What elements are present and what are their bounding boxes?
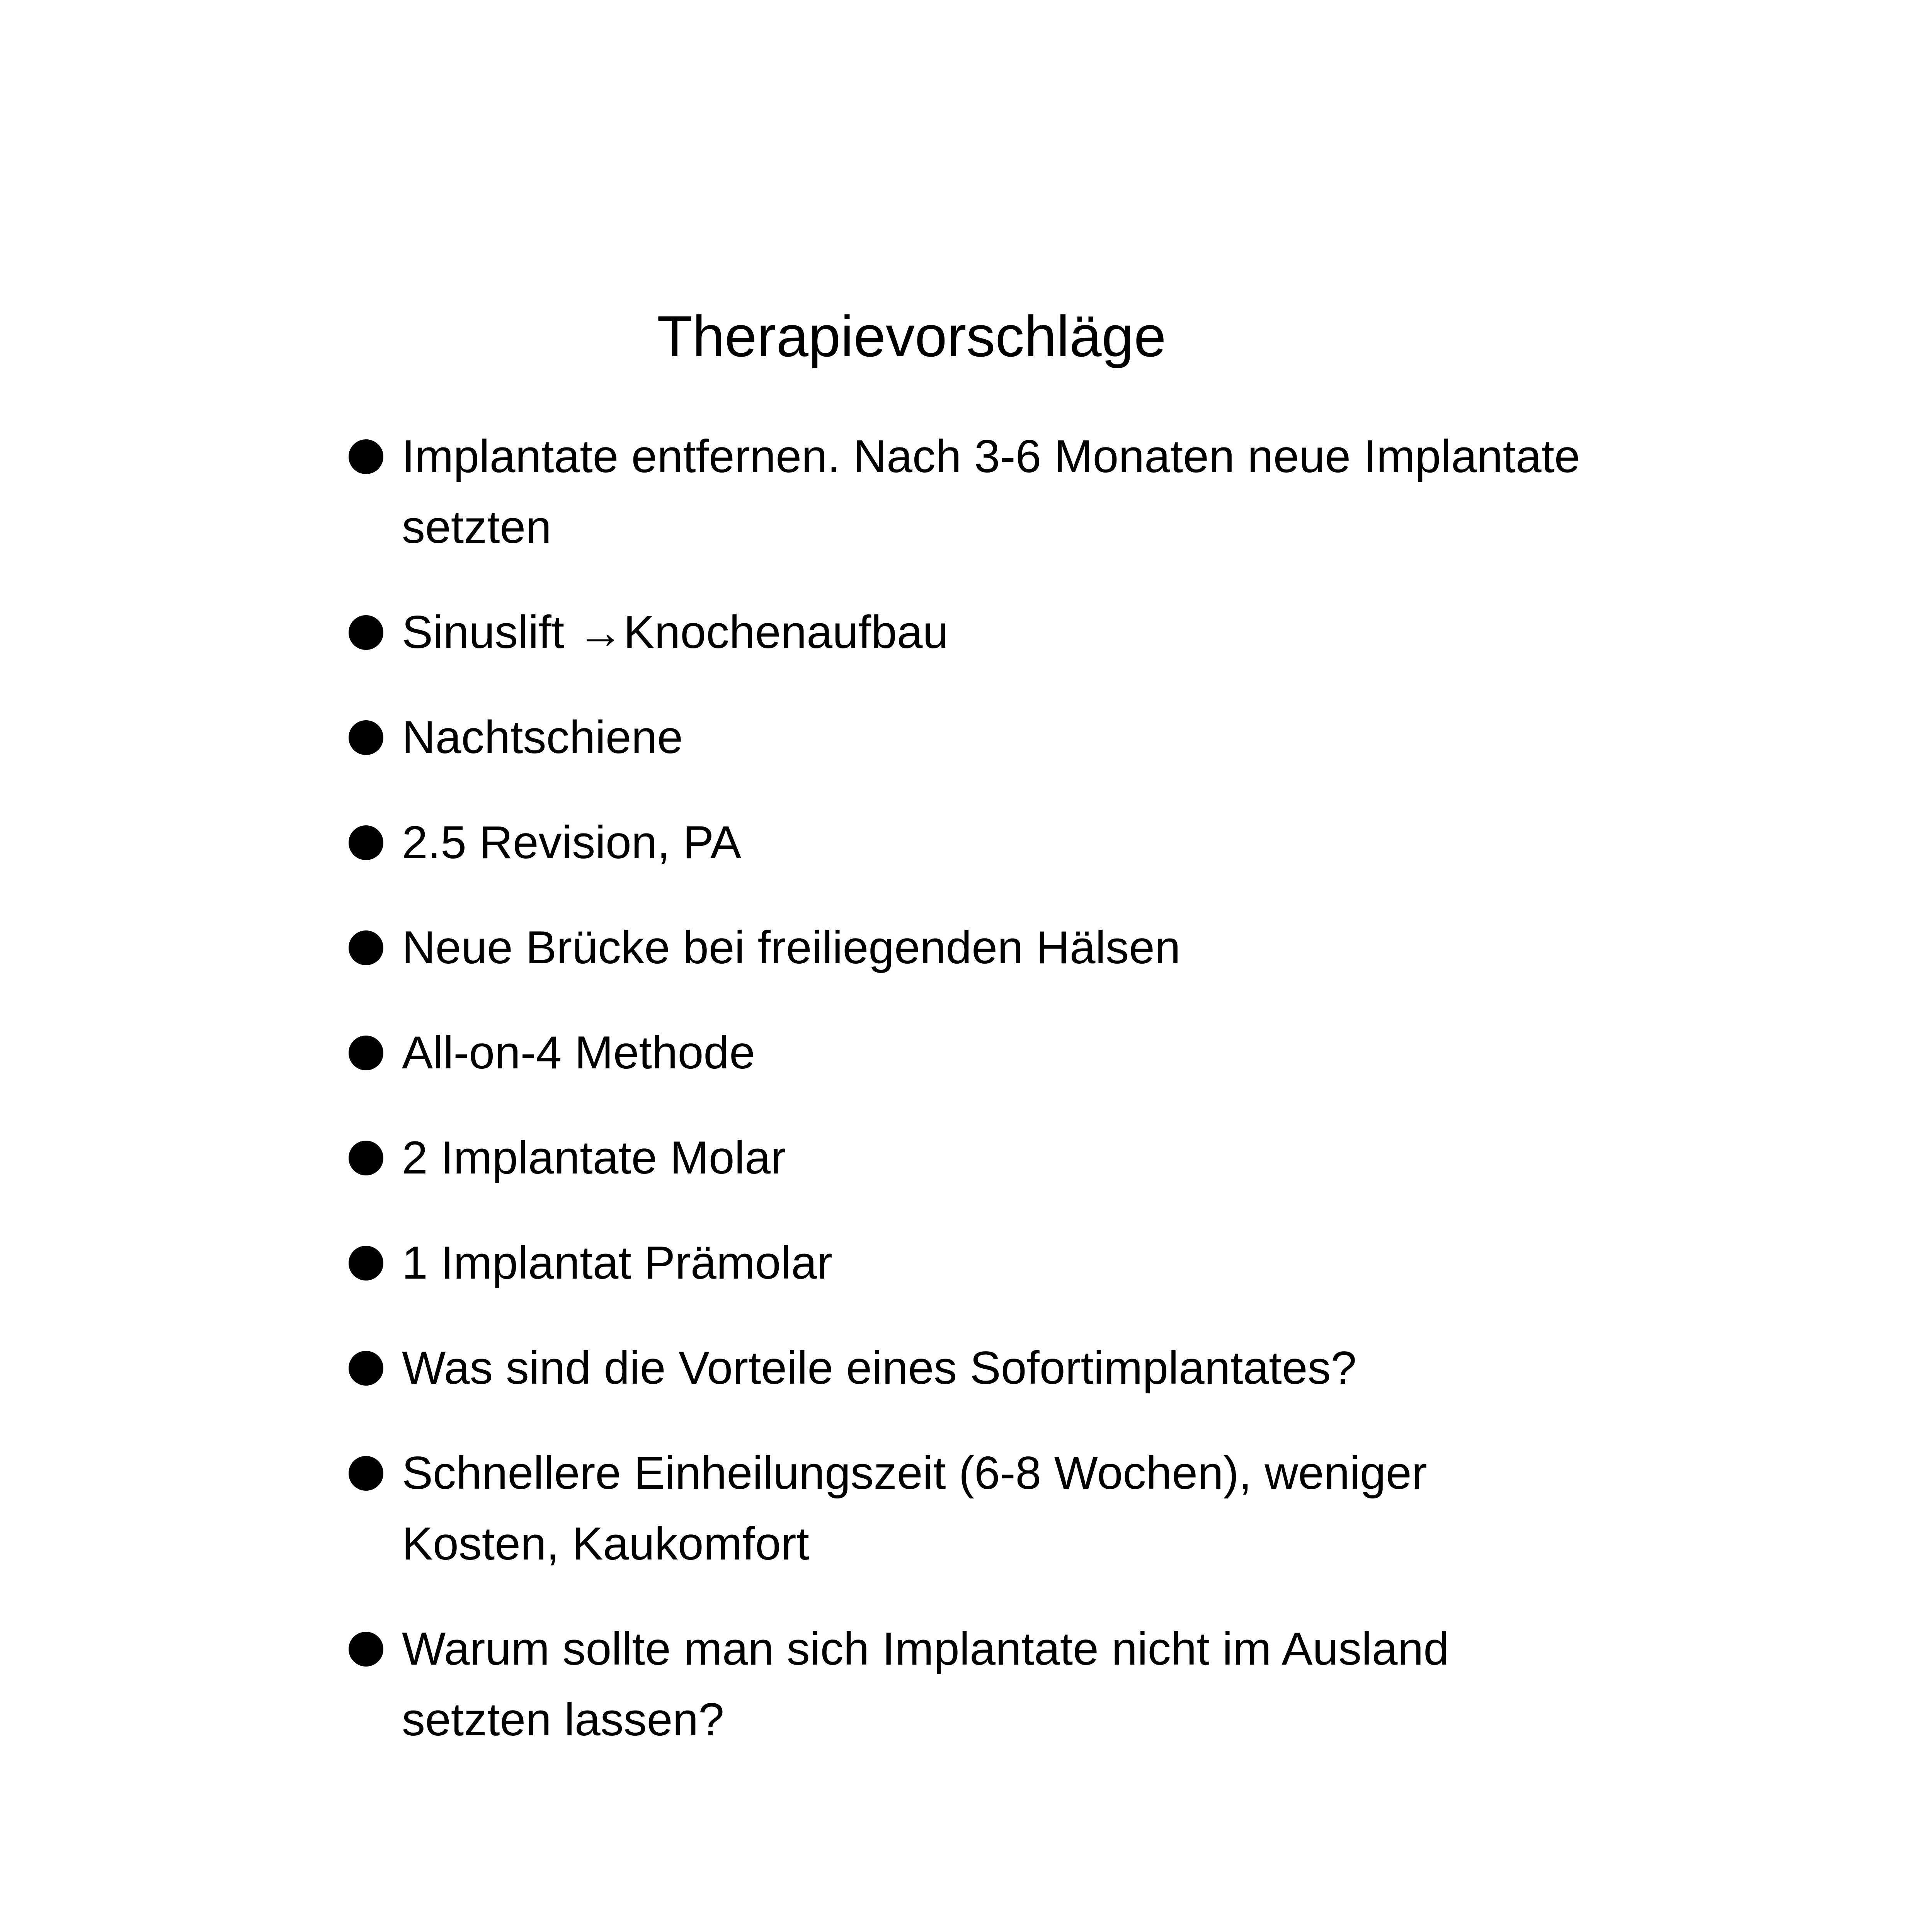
list-item-text: Sinuslift →Knochenaufbau bbox=[402, 606, 949, 658]
list-item-text: Warum sollte man sich Implantate nicht im Ausland setzten lassen? bbox=[402, 1623, 1450, 1745]
list-item bbox=[344, 1614, 1581, 1755]
list-item bbox=[344, 1122, 1581, 1193]
list-item-text: Was sind die Vorteile eines Sofortimplantates? bbox=[402, 1342, 1357, 1394]
list-item-text: 2 Implantate Molar bbox=[402, 1132, 786, 1184]
bullet-icon bbox=[349, 720, 383, 755]
list-item-text: 2.5 Revision, PA bbox=[402, 816, 742, 868]
list-item bbox=[344, 1438, 1581, 1579]
bullet-icon bbox=[349, 615, 383, 650]
list-item bbox=[344, 1017, 1581, 1088]
list-item bbox=[344, 807, 1581, 878]
list-item-text: Schnellere Einheilungszeit (6-8 Wochen), weniger Kosten, Kaukomfort bbox=[402, 1447, 1427, 1570]
bullet-icon bbox=[349, 1246, 383, 1281]
bullet-icon bbox=[349, 439, 383, 474]
list-item-text: All-on-4 Methode bbox=[402, 1027, 755, 1078]
list-item-text: Implantate entfernen. Nach 3-6 Monaten neue Implantate setzten bbox=[402, 430, 1580, 553]
bullet-icon bbox=[349, 1036, 383, 1070]
list-item bbox=[344, 1333, 1581, 1403]
bullet-icon bbox=[349, 1141, 383, 1175]
list-item bbox=[344, 702, 1581, 773]
list-item-text: Nachtschiene bbox=[402, 711, 683, 763]
list-item bbox=[344, 912, 1581, 983]
bullet-icon bbox=[349, 825, 383, 860]
bullet-icon bbox=[349, 1456, 383, 1491]
list-item bbox=[344, 597, 1581, 668]
list-item bbox=[344, 421, 1581, 563]
list-item-text: Neue Brücke bei freiliegenden Hälsen bbox=[402, 922, 1181, 973]
list-item-text: 1 Implantat Prämolar bbox=[402, 1237, 832, 1289]
therapy-suggestion-list bbox=[344, 421, 1581, 1789]
bullet-icon bbox=[349, 930, 383, 965]
page-title: Therapievorschläge bbox=[657, 304, 1166, 369]
bullet-icon bbox=[349, 1632, 383, 1667]
list-item bbox=[344, 1228, 1581, 1298]
bullet-icon bbox=[349, 1351, 383, 1386]
